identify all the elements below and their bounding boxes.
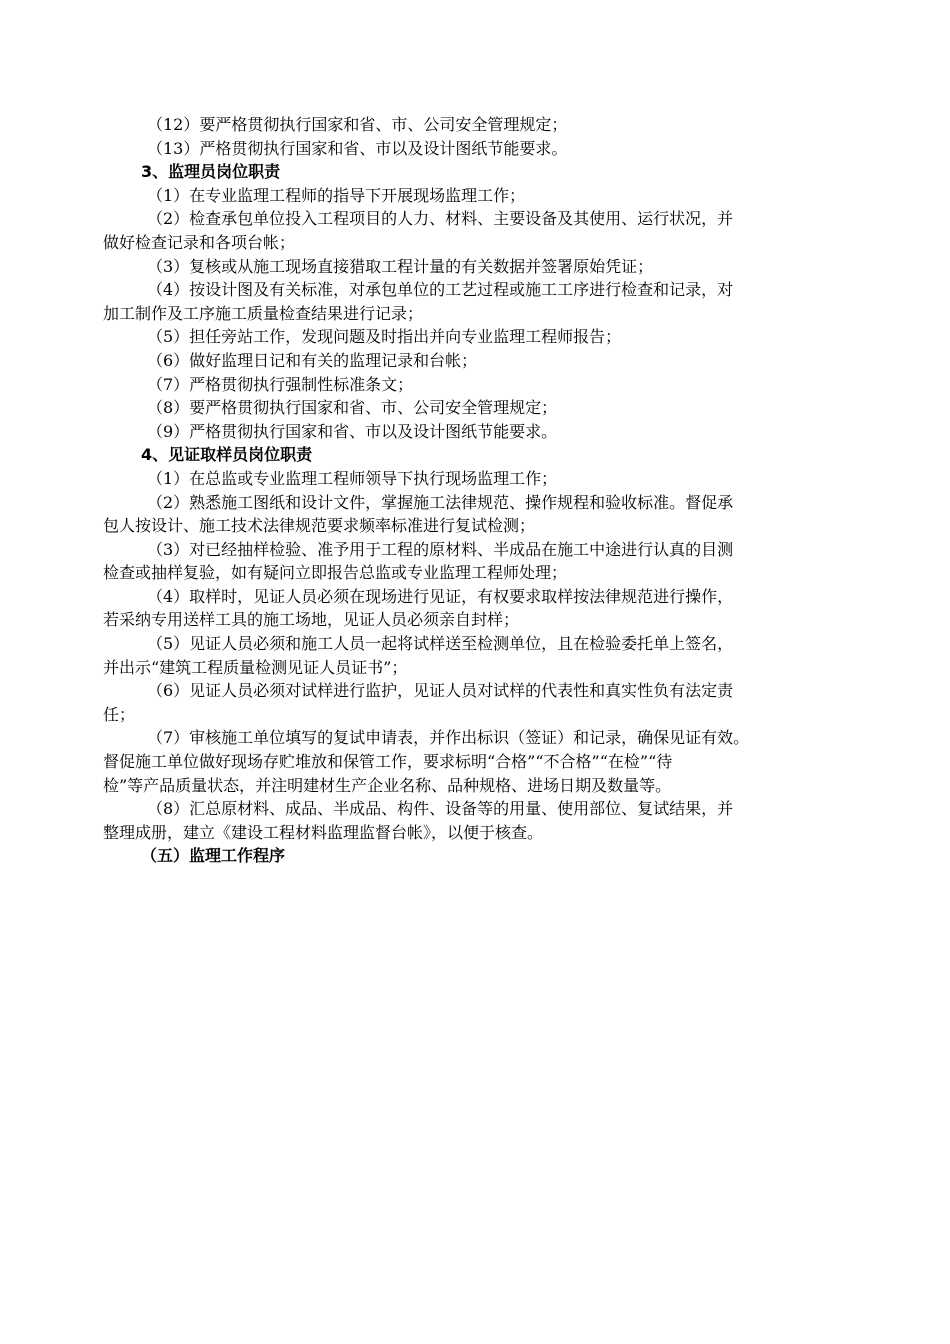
list-item: （4）按设计图及有关标准，对承包单位的工艺过程或施工工序进行检查和记录，对 [147,280,734,300]
list-item: （6）见证人员必须对试样进行监护，见证人员对试样的代表性和真实性负有法定责 [147,681,734,701]
section-heading: （五）监理工作程序 [141,846,286,866]
paragraph-continuation: 整理成册，建立《建设工程材料监理监督台帐》，以便于核查。 [103,822,544,842]
list-item: （12）要严格贯彻执行国家和省、市、公司安全管理规定； [147,115,568,134]
list-item: （2）检查承包单位投入工程项目的人力、材料、主要设备及其使用、运行状况，并 [147,209,734,229]
paragraph-continuation: 并出示“建筑工程质量检测见证人员证书”； [103,657,408,677]
paragraph-continuation: 加工制作及工序施工质量检查结果进行记录； [103,303,424,323]
section-heading: 3、监理员岗位职责 [141,162,281,182]
list-item: （7）审核施工单位填写的复试申请表，并作出标识（签证）和记录，确保见证有效。 [147,728,750,748]
list-item: （6）做好监理日记和有关的监理记录和台帐； [147,350,478,370]
list-item: （3）对已经抽样检验、准予用于工程的原材料、半成品在施工中途进行认真的目测 [147,539,734,559]
list-item: （7）严格贯彻执行强制性标准条文； [147,374,414,394]
list-item: （8）汇总原材料、成品、半成品、构件、设备等的用量、使用部位、复试结果，并 [147,799,734,819]
list-item: （5）见证人员必须和施工人员一起将试样送至检测单位，且在检验委托单上签名， [147,634,734,654]
list-item: （1）在专业监理工程师的指导下开展现场监理工作； [147,185,526,205]
paragraph-continuation: 督促施工单位做好现场存贮堆放和保管工作，要求标明“合格”“不合格”“在检”“待 [103,752,673,772]
paragraph-continuation: 检”等产品质量状态，并注明建材生产企业名称、品种规格、进场日期及数量等。 [103,775,672,795]
paragraph-continuation: 检查或抽样复验，如有疑问立即报告总监或专业监理工程师处理； [103,563,568,583]
list-item: （9）严格贯彻执行国家和省、市以及设计图纸节能要求。 [147,421,558,441]
paragraph-continuation: 若采纳专用送样工具的施工场地，见证人员必须亲自封样； [103,610,520,630]
paragraph-continuation: 包人按设计、施工技术法律规范要求频率标准进行复试检测； [103,516,536,536]
list-item: （2）熟悉施工图纸和设计文件，掌握施工法律规范、操作规程和验收标准。督促承 [147,492,734,512]
list-item: （13）严格贯彻执行国家和省、市以及设计图纸节能要求。 [147,138,568,158]
list-item: （5）担任旁站工作，发现问题及时指出并向专业监理工程师报告； [147,327,622,347]
paragraph-continuation: 任； [103,704,136,724]
list-item: （4）取样时，见证人员必须在现场进行见证，有权要求取样按法律规范进行操作， [147,586,734,606]
list-item: （1）在总监或专业监理工程师领导下执行现场监理工作； [147,468,558,488]
paragraph-continuation: 做好检查记录和各项台帐； [103,232,296,252]
document-page [103,113,848,868]
list-item: （3）复核或从施工现场直接猎取工程计量的有关数据并签署原始凭证； [147,256,654,276]
section-heading: 4、见证取样员岗位职责 [141,445,313,465]
list-item: （8）要严格贯彻执行国家和省、市、公司安全管理规定； [147,398,558,418]
